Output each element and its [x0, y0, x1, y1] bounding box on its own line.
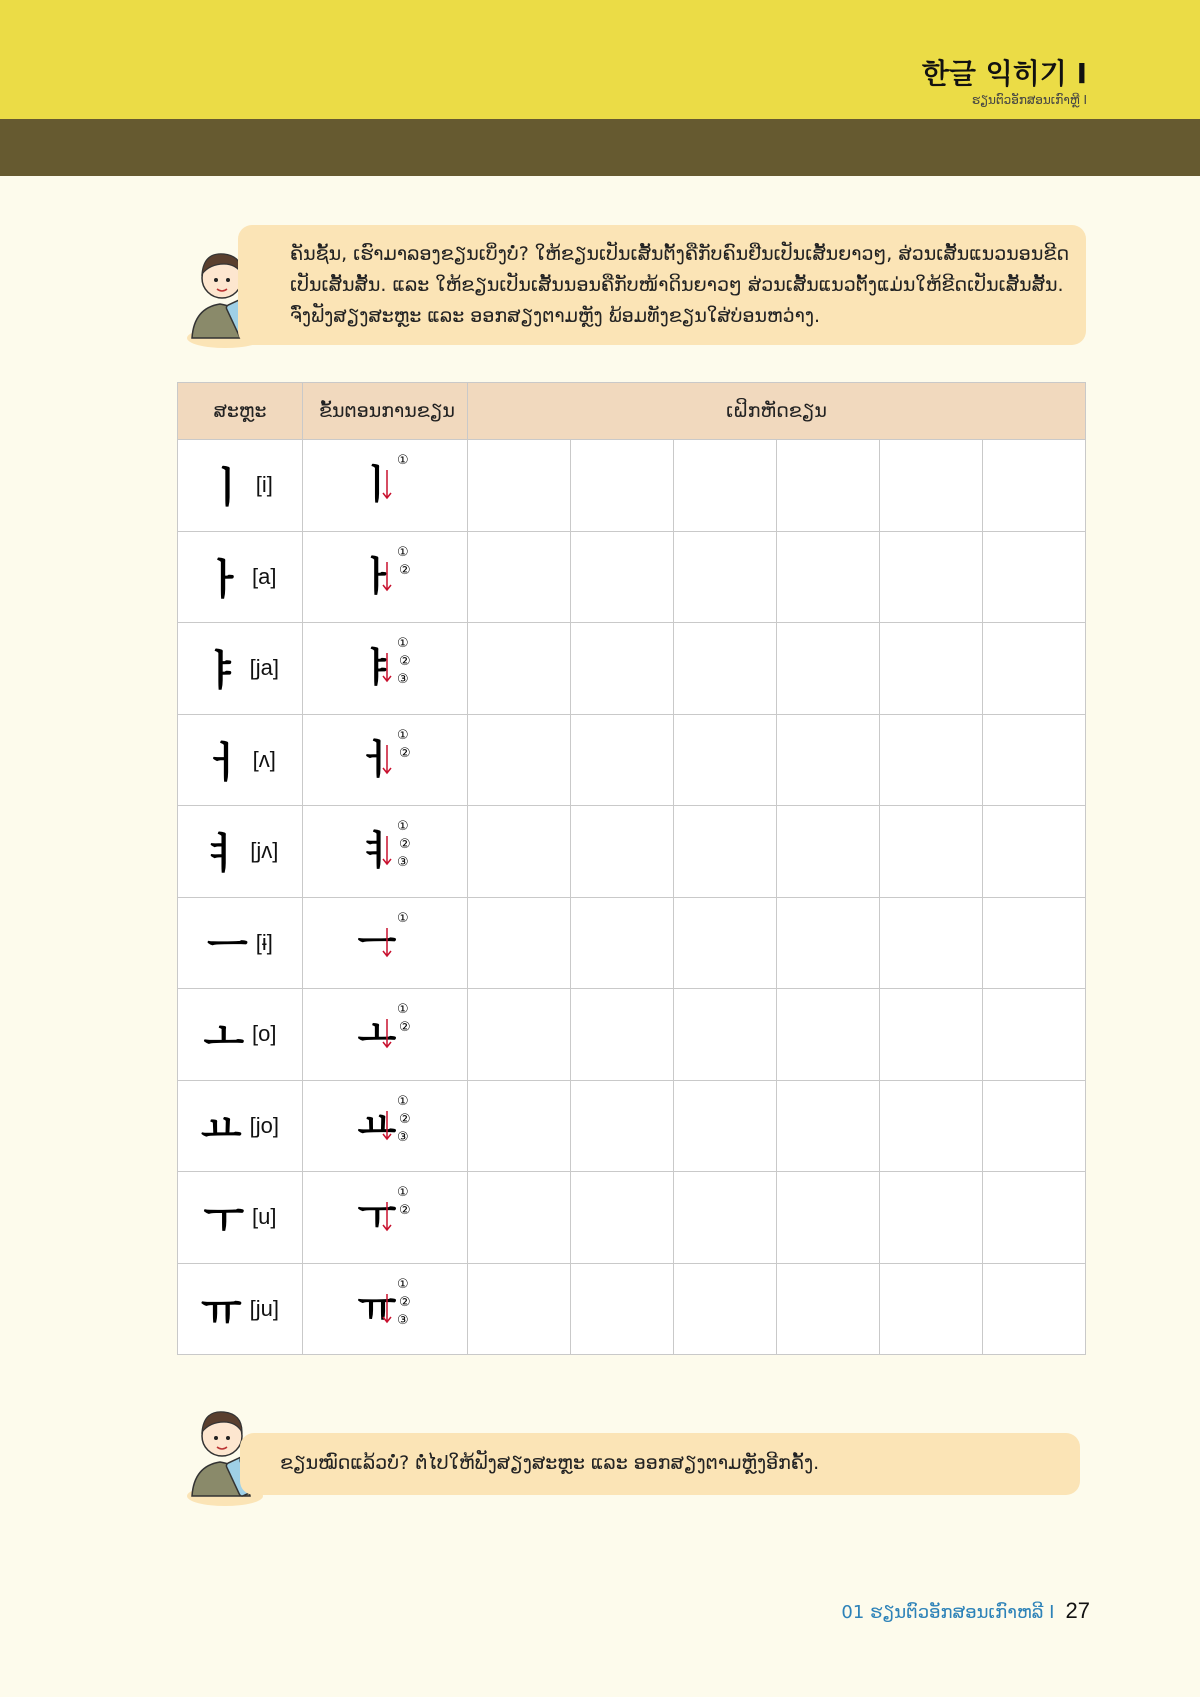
- practice-box[interactable]: [674, 806, 777, 898]
- stroke-order-number: ③: [397, 1312, 409, 1328]
- vowel-cell: [178, 623, 303, 715]
- table-row: [178, 1263, 1086, 1355]
- practice-box[interactable]: [571, 806, 674, 898]
- vowel-glyph: ㅡ: [207, 920, 248, 970]
- practice-box[interactable]: [674, 1263, 777, 1355]
- stroke-glyph: ㅣ: [357, 462, 397, 509]
- practice-box[interactable]: [571, 1080, 674, 1172]
- practice-box[interactable]: [674, 1172, 777, 1264]
- stroke-glyph: ㅠ: [357, 1285, 397, 1332]
- table-row: [178, 440, 1086, 532]
- vowel-glyph: ㅣ: [207, 463, 248, 513]
- practice-box[interactable]: [777, 806, 880, 898]
- table-row: [178, 623, 1086, 715]
- practice-box[interactable]: [983, 1080, 1086, 1172]
- footer-chapter-title: 01 ຮຽນຕົວອັກສອນເກົາຫລີ I: [841, 1602, 1055, 1623]
- stroke-glyph: ㅏ: [357, 553, 397, 600]
- stroke-order-number: ①: [397, 1002, 409, 1018]
- table-header-row: [178, 383, 1086, 440]
- vowel-cell: [178, 440, 303, 532]
- practice-box[interactable]: [983, 714, 1086, 806]
- practice-box[interactable]: [674, 714, 777, 806]
- table-row: [178, 714, 1086, 806]
- practice-box[interactable]: [880, 1172, 983, 1264]
- practice-box[interactable]: [468, 989, 571, 1081]
- practice-box[interactable]: [880, 1080, 983, 1172]
- practice-box[interactable]: [983, 989, 1086, 1081]
- stroke-order-number: ①: [397, 544, 409, 560]
- stroke-order-cell: [303, 531, 468, 623]
- stroke-order-number: ②: [399, 745, 411, 761]
- practice-box[interactable]: [983, 1172, 1086, 1264]
- stroke-order-number: ①: [397, 1093, 409, 1109]
- vowel-cell: [178, 1080, 303, 1172]
- page-footer: [841, 1598, 1090, 1624]
- stroke-glyph: ㅕ: [357, 828, 397, 875]
- vowel-glyph: ㅓ: [204, 737, 245, 787]
- stroke-order-number: ②: [399, 654, 411, 670]
- stroke-order-diagram: [345, 1089, 425, 1159]
- practice-box[interactable]: [468, 623, 571, 715]
- vowel-romanization: [u]: [252, 1204, 277, 1230]
- practice-box[interactable]: [983, 897, 1086, 989]
- stroke-order-cell: [303, 806, 468, 898]
- practice-box[interactable]: [571, 989, 674, 1081]
- practice-box[interactable]: [674, 989, 777, 1081]
- practice-box[interactable]: [777, 897, 880, 989]
- stroke-order-cell: [303, 1172, 468, 1264]
- stroke-order-cell: [303, 714, 468, 806]
- practice-box[interactable]: [468, 897, 571, 989]
- header-vowel: ສະຫຼະ: [178, 383, 303, 440]
- practice-box[interactable]: [777, 440, 880, 532]
- stroke-order-cell: [303, 1263, 468, 1355]
- table-row: [178, 989, 1086, 1081]
- practice-box[interactable]: [983, 806, 1086, 898]
- vowel-glyph: ㅏ: [203, 554, 245, 604]
- stroke-order-number: ②: [399, 837, 411, 853]
- practice-box[interactable]: [571, 714, 674, 806]
- table-row: [178, 1080, 1086, 1172]
- vowel-romanization: [jo]: [249, 1112, 279, 1138]
- vowel-cell: [178, 989, 303, 1081]
- vowel-glyph: ㅗ: [203, 1012, 245, 1062]
- practice-box[interactable]: [983, 623, 1086, 715]
- stroke-order-diagram: [345, 540, 425, 610]
- practice-box[interactable]: [880, 714, 983, 806]
- practice-box[interactable]: [777, 1263, 880, 1355]
- stroke-order-number: ①: [397, 727, 409, 743]
- stroke-order-number: ②: [399, 562, 411, 578]
- stroke-order-number: ②: [399, 1020, 411, 1036]
- page-number: 27: [1065, 1598, 1090, 1623]
- header-divider-band: [0, 119, 1200, 176]
- stroke-order-diagram: [345, 906, 425, 976]
- practice-box[interactable]: [674, 623, 777, 715]
- stroke-order-number: ①: [397, 453, 409, 469]
- stroke-order-cell: [303, 440, 468, 532]
- practice-box[interactable]: [983, 440, 1086, 532]
- vowel-cell: [178, 806, 303, 898]
- vowel-practice-table: [177, 382, 1086, 1355]
- stroke-order-number: ③: [397, 1129, 409, 1145]
- header-writing-steps: ຂັ້ນຕອນການຂຽນ: [303, 383, 468, 440]
- table-row: [178, 1172, 1086, 1264]
- practice-box[interactable]: [880, 989, 983, 1081]
- practice-box[interactable]: [468, 1263, 571, 1355]
- vowel-romanization: [jʌ]: [250, 838, 279, 864]
- practice-box[interactable]: [674, 531, 777, 623]
- practice-box[interactable]: [468, 1080, 571, 1172]
- practice-box[interactable]: [571, 1172, 674, 1264]
- vowel-glyph: ㅜ: [203, 1195, 245, 1245]
- vowel-romanization: [ja]: [249, 655, 279, 681]
- vowel-romanization: [ɨ]: [255, 929, 273, 955]
- stroke-order-diagram: [345, 1180, 425, 1250]
- practice-box[interactable]: [571, 1263, 674, 1355]
- practice-box[interactable]: [571, 897, 674, 989]
- practice-box[interactable]: [777, 714, 880, 806]
- practice-box[interactable]: [674, 897, 777, 989]
- table-row: [178, 806, 1086, 898]
- vowel-cell: [178, 1263, 303, 1355]
- table-row: [178, 531, 1086, 623]
- practice-box[interactable]: [880, 531, 983, 623]
- practice-box[interactable]: [777, 989, 880, 1081]
- practice-box[interactable]: [880, 1263, 983, 1355]
- closing-bubble: ຂຽນໝົດແລ້ວບໍ່? ຕໍ່ໄປໃຫ້ຟັງສຽງສະຫຼະ ແລະ ອອກສຽງຕາມຫຼັງອີກຄັ້ງ.: [240, 1433, 1080, 1495]
- stroke-order-number: ①: [397, 819, 409, 835]
- vowel-romanization: [ʌ]: [252, 746, 276, 772]
- practice-box[interactable]: [777, 623, 880, 715]
- table-row: [178, 897, 1086, 989]
- stroke-order-number: ①: [397, 910, 409, 926]
- practice-box[interactable]: [571, 623, 674, 715]
- vowel-cell: [178, 531, 303, 623]
- vowel-romanization: [ju]: [249, 1295, 279, 1321]
- practice-box[interactable]: [880, 440, 983, 532]
- stroke-glyph: ㅛ: [357, 1102, 397, 1149]
- vowel-glyph: ㅕ: [201, 829, 243, 879]
- stroke-order-number: ②: [399, 1111, 411, 1127]
- stroke-order-diagram: [345, 631, 425, 701]
- page-title: 한글 익히기 I: [921, 57, 1087, 90]
- practice-box[interactable]: [468, 714, 571, 806]
- vowel-cell: [178, 714, 303, 806]
- practice-box[interactable]: [674, 440, 777, 532]
- practice-box[interactable]: [777, 1080, 880, 1172]
- practice-box[interactable]: [983, 531, 1086, 623]
- stroke-glyph: ㅜ: [357, 1194, 397, 1241]
- practice-box[interactable]: [468, 440, 571, 532]
- stroke-glyph: ㅑ: [357, 645, 397, 692]
- practice-box[interactable]: [880, 806, 983, 898]
- stroke-order-number: ①: [397, 636, 409, 652]
- practice-box[interactable]: [468, 531, 571, 623]
- practice-box[interactable]: [880, 897, 983, 989]
- stroke-glyph: ㅓ: [357, 736, 397, 783]
- vowel-romanization: [o]: [252, 1021, 277, 1047]
- stroke-glyph: ㅡ: [357, 919, 397, 966]
- instruction-bubble: ຄັນຊັ້ນ, ເຮົາມາລອງຂຽນເບິ່ງບໍ່? ໃຫ້ຂຽນເປັນເສັ້ນຕັ້ງຄືກັບຄົນຢືນເປັນເສັ້ນຍາວໆ, ສ່ວນເສັ້ນແນວນອນຂີດເປັນເສັ້ນສັ້ນ. ແລະ ໃຫ້ຂຽນເປັນເສັ້ນນອນຄືກັບໜ້າດິນຍາວໆ ສ່ວນເສັ້ນແນວຕັ້ງແມ່ນໃຫ້ຂີດເປັນເສັ້ນສັ້ນ. ຈົ່ງຟັງສຽງສະຫຼະ ແລະ ອອກສຽງຕາມຫຼັງ ພ້ອມທັງຂຽນໃສ່ບ່ອນຫວ່າງ.: [238, 225, 1086, 345]
- stroke-order-diagram: [345, 1272, 425, 1342]
- stroke-order-diagram: [345, 723, 425, 793]
- stroke-order-cell: [303, 989, 468, 1081]
- practice-box[interactable]: [983, 1263, 1086, 1355]
- stroke-order-diagram: [345, 448, 425, 518]
- stroke-order-number: ③: [397, 672, 409, 688]
- stroke-order-diagram: [345, 814, 425, 884]
- stroke-order-cell: [303, 897, 468, 989]
- practice-box[interactable]: [468, 806, 571, 898]
- practice-box[interactable]: [880, 623, 983, 715]
- stroke-order-diagram: [345, 997, 425, 1067]
- stroke-order-number: ①: [397, 1276, 409, 1292]
- practice-box[interactable]: [571, 531, 674, 623]
- stroke-order-number: ③: [397, 855, 409, 871]
- stroke-glyph: ㅗ: [357, 1011, 397, 1058]
- vowel-romanization: [i]: [255, 472, 273, 498]
- stroke-order-cell: [303, 1080, 468, 1172]
- stroke-order-number: ②: [399, 1294, 411, 1310]
- vowel-romanization: [a]: [252, 563, 277, 589]
- stroke-order-number: ②: [399, 1203, 411, 1219]
- practice-box[interactable]: [571, 440, 674, 532]
- vowel-cell: [178, 1172, 303, 1264]
- stroke-order-number: ①: [397, 1185, 409, 1201]
- vowel-cell: [178, 897, 303, 989]
- vowel-glyph: ㅠ: [201, 1286, 242, 1336]
- page-subtitle: ຮຽນຕົວອັກສອນເກົາຫຼີ I: [971, 93, 1087, 107]
- practice-box[interactable]: [468, 1172, 571, 1264]
- stroke-order-cell: [303, 623, 468, 715]
- practice-box[interactable]: [777, 531, 880, 623]
- practice-box[interactable]: [777, 1172, 880, 1264]
- practice-box[interactable]: [674, 1080, 777, 1172]
- header-practice: ເຝິກຫັດຂຽນ: [468, 383, 1086, 440]
- vowel-glyph: ㅑ: [201, 646, 242, 696]
- vowel-glyph: ㅛ: [201, 1103, 242, 1153]
